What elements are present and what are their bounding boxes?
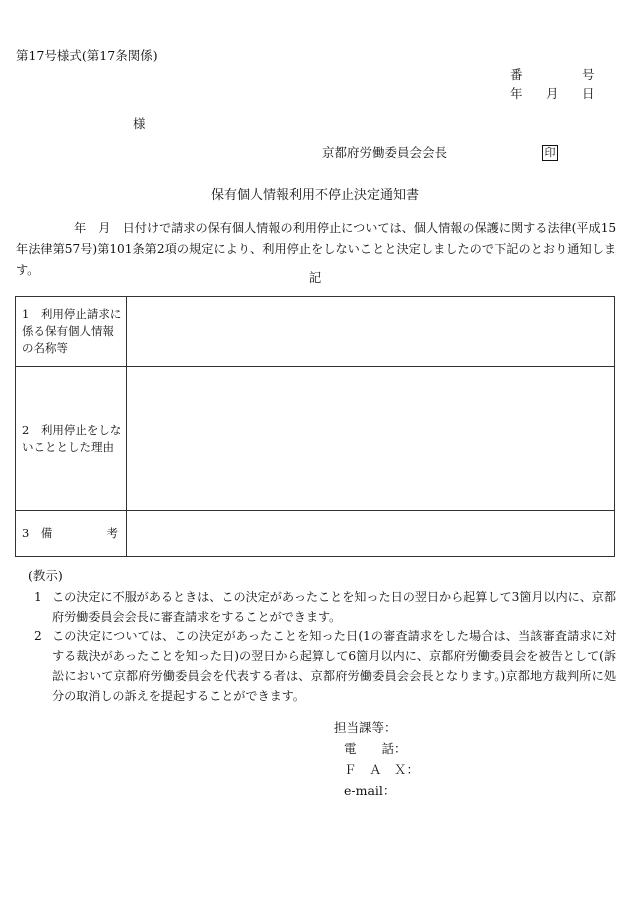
addressee-suffix: 様 (133, 116, 146, 131)
seal-mark: 印 (542, 145, 558, 161)
row-value-remarks (127, 511, 615, 557)
contact-email-label: e-mail： (344, 783, 396, 798)
instructions-header: (教示) (28, 568, 63, 583)
document-title: 保有個人情報利用不停止決定通知書 (210, 188, 419, 203)
table-row (16, 367, 615, 511)
contact-phone-label: 電 話： (344, 741, 407, 756)
row-label-reason (16, 367, 127, 511)
date-day: 日 (582, 86, 595, 101)
remarks-label-end: 考 (106, 526, 118, 540)
row-label-text: 1 利用停止請求に係る保有個人情報の名称等 (22, 307, 122, 355)
row-value-item-name (127, 297, 615, 367)
details-table (15, 296, 615, 557)
instruction-text: この決定については、この決定があったことを知った日(1の審査請求をした場合は、当該審査請求に対する裁決があったことを知った日)の翌日から起算して6箇月以内に、京都府労働委員会を被告として(訴訟において京都府労働委員会を代表する者は、京都府労働委員会会長となります。)京都地方裁判所に処分の取消しの訴えを提起することができます。 (52, 629, 616, 703)
contact-fax-label: Ｆ Ａ Ｘ： (344, 762, 420, 777)
instruction-text: この決定に不服があるときは、この決定があったことを知った日の翌日から起算して3箇月以内に、京都府労働委員会会長に審査請求をすることができます。 (52, 590, 616, 624)
contact-person-label: 担当課等： (334, 720, 397, 735)
row-label-item-name (16, 297, 127, 367)
ki-heading: 記 (308, 270, 322, 285)
number-label: 番 (510, 67, 523, 82)
date-month: 月 (546, 86, 559, 101)
row-label-text: 2 利用停止をしないこととした理由 (22, 422, 122, 454)
table-row (16, 511, 615, 557)
instruction-item (34, 626, 616, 706)
row-value-reason (127, 367, 615, 511)
instruction-item (34, 587, 616, 627)
number-suffix: 号 (582, 67, 595, 82)
instruction-number: 1 (34, 590, 42, 604)
body-paragraph: 年 月 日付けで請求の保有個人情報の利用停止については、個人情報の保護に関する法律(平成15年法律第57号)第101条第2項の規定により、利用停止をしないことと決定しましたので下記のとおり通知します。 (16, 221, 616, 277)
table-row (16, 297, 615, 367)
remarks-label-start: 3 備 (22, 526, 53, 540)
sender-name: 京都府労働委員会会長 (322, 145, 448, 160)
row-label-remarks (16, 511, 127, 557)
form-number: 第17号様式(第17条関係) (16, 48, 158, 63)
date-year: 年 (510, 86, 523, 101)
instruction-number: 2 (34, 629, 42, 643)
